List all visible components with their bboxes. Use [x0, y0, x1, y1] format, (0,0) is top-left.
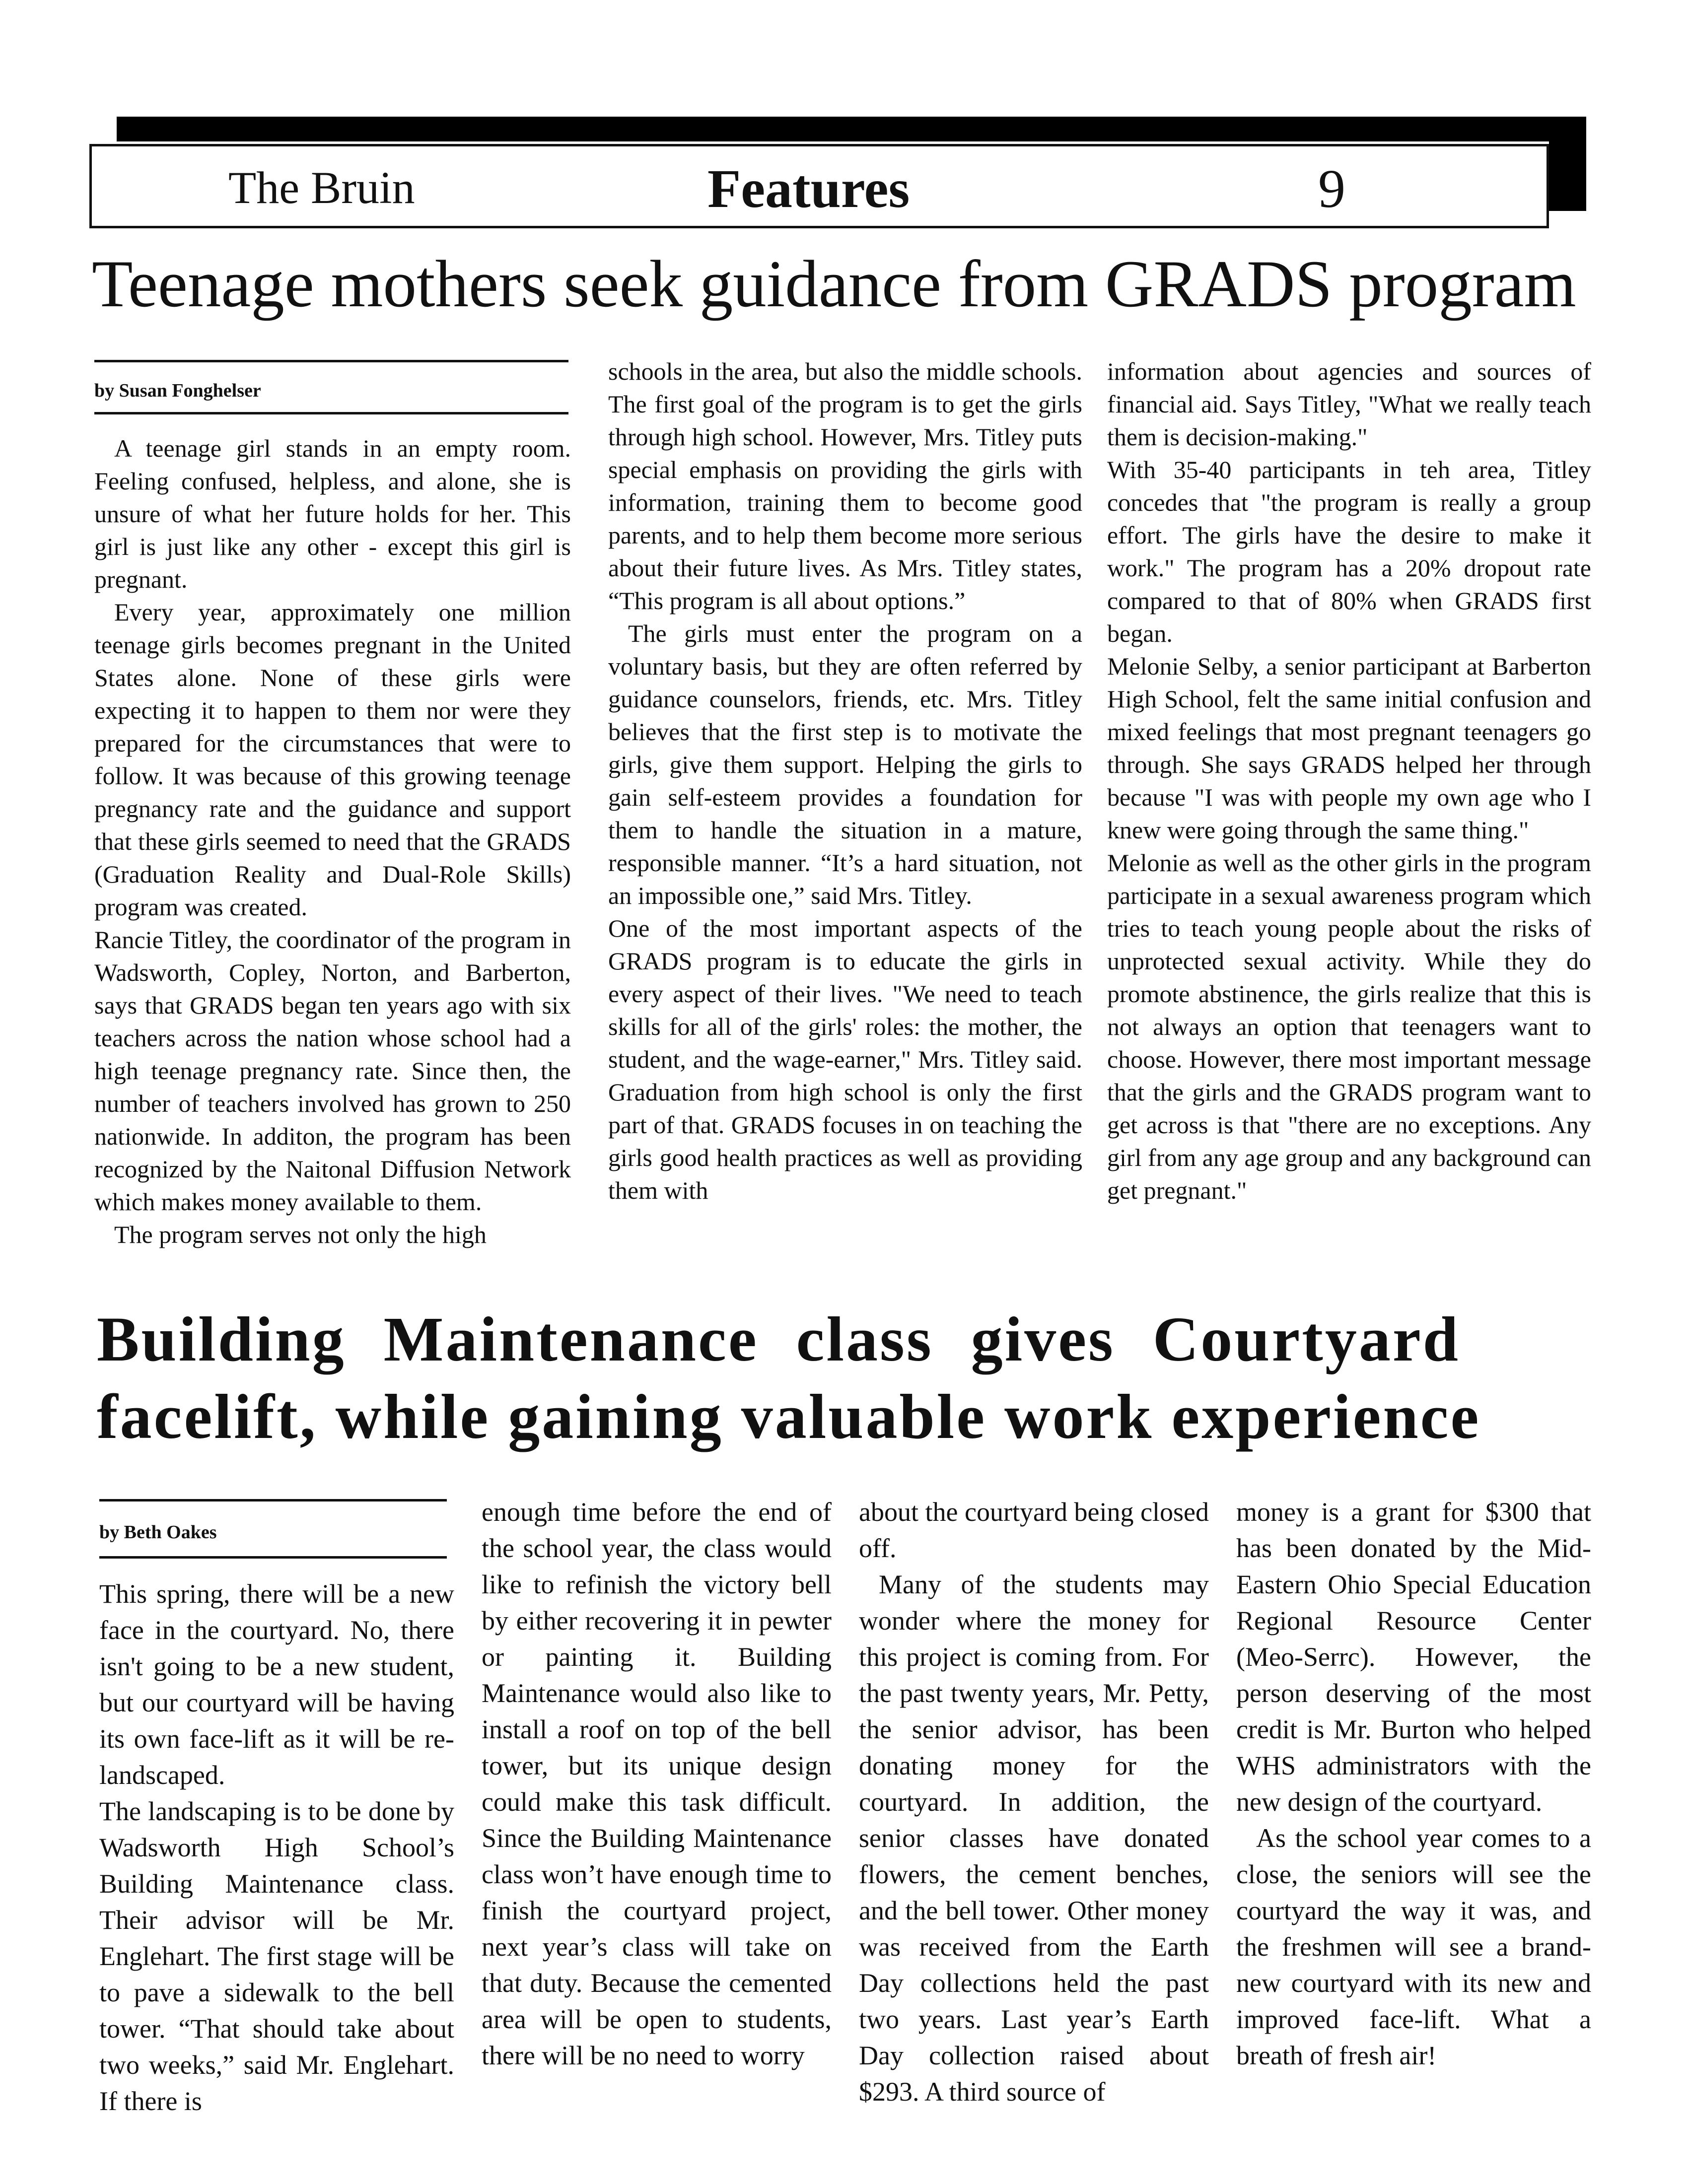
paragraph: Rancie Titley, the coordinator of the program in Wadsworth, Copley, Norton, and Barberton, says that GRADS began ten years ago with six teachers across the nation whose school had a high teenage pregnancy rate. Since then, the number of teachers involved has grown to 250 nationwide. In additon, the program has been recognized by the Naitonal Diffusion Network which makes money available to them. — [94, 926, 571, 1216]
paragraph: Melonie as well as the other girls in the program participate in a sexual awareness program which tries to teach young people about the risks of unprotected sexual activity. While they do promote abstinence, the girls realize that this is not always an option that teenagers want to choose. However, there most important message that the girls and the GRADS program want to get across is that "there are no exceptions. Any girl from any age group and any background can get pregnant." — [1107, 849, 1591, 1204]
paragraph: Every year, approximately one million teenage girls becomes pregnant in the United States alone. None of these girls were expecting it to happen to them nor were they prepared for the circumstances that were to follow. It was because of this growing teenage pregnancy rate and the guidance and support that these girls seemed to need that the GRADS (Graduation Reality and Dual-Role Skills) program was created. — [94, 598, 571, 921]
paragraph: With 35-40 participants in teh area, Titley concedes that "the program is really a group effort. The girls have the desire to make it work." The program has a 20% dropout rate compared to that of 80% when GRADS first began. — [1107, 456, 1591, 647]
paragraph: A teenage girl stands in an empty room. Feeling confused, helpless, and alone, she is unsure of what her future holds for her. This girl is just like any other - except this girl is pregnant. — [94, 434, 571, 593]
article1-column-3 — [1107, 355, 1591, 1207]
article2-headline — [97, 1300, 1586, 1455]
paragraph: information about agencies and sources of financial aid. Says Titley, "What we really teach them is decision-making." — [1107, 357, 1591, 451]
article1-column-1 — [94, 432, 571, 1251]
masthead — [89, 144, 1549, 228]
article2-byline: by Beth Oakes — [99, 1522, 217, 1543]
paragraph: money is a grant for $300 that has been donated by the Mid-Eastern Ohio Special Education Regional Resource Center (Meo-Serrc). However, the person deserving of the most credit is Mr. Burton who helped WHS administrators with the new design of the courtyard. — [1236, 1497, 1591, 1817]
paragraph: The landscaping is to be done by Wadsworth High School’s Building Maintenance class. Their advisor will be Mr. Englehart. The first stage will be to pave a sidewalk to the bell tower. “That should take about two weeks,” said Mr. Englehart. If there is — [99, 1796, 454, 2116]
paragraph: enough time before the end of the school year, the class would like to refinish the victory bell by either recovering it in pewter or painting it. Building Maintenance would also like to install a roof on top of the bell tower, but its unique design could make this task difficult. Since the Building Maintenance class won’t have enough time to finish the courtyard project, next year’s class will take on that duty. Because the cemented area will be open to students, there will be no need to worry — [482, 1497, 832, 2070]
article2-byline-rule-top — [99, 1499, 447, 1502]
article2-column-1 — [99, 1576, 454, 2119]
article1-byline: by Susan Fonghelser — [94, 380, 261, 401]
article1-headline: Teenage mothers seek guidance from GRADS program — [92, 247, 1576, 321]
article2-column-2 — [482, 1494, 832, 2074]
paragraph: The program serves not only the high — [114, 1221, 487, 1248]
article1-column-2 — [608, 355, 1082, 1207]
page-number: 9 — [1318, 158, 1345, 219]
paragraph: As the school year comes to a close, the seniors will see the courtyard the way it was, and the freshmen will see a brand-new courtyard with its new and improved face-lift. What a breath of fresh air! — [1236, 1823, 1591, 2070]
paragraph: about the courtyard being closed off. — [859, 1497, 1209, 1563]
paragraph: The girls must enter the program on a voluntary basis, but they are often referred by guidance counselors, friends, etc. Mrs. Titley believes that the first step is to motivate the girls, give them support. Helping the girls to gain self-esteem provides a foundation for them to handle the situation in a mature, responsible manner. “It’s a hard situation, not an impossible one,” said Mrs. Titley. — [608, 619, 1082, 909]
article1-byline-rule-top — [94, 360, 568, 362]
paragraph: Melonie Selby, a senior participant at Barberton High School, felt the same initial confusion and mixed feelings that most pregnant teenagers go through. She says GRADS helped her through because "I was with people my own age who I knew were going through the same thing." — [1107, 652, 1591, 844]
paragraph: Many of the students may wonder where the money for this project is coming from. For the past twenty years, Mr. Petty, the senior advisor, has been donating money for the courtyard. In addition, the senior classes have donated flowers, the cement benches, and the bell tower. Other money was received from the Earth Day collections held the past two years. Last year’s Earth Day collection raised about $293. A third source of — [859, 1570, 1209, 2107]
paragraph: schools in the area, but also the middle schools. The first goal of the program is to get the girls through high school. However, Mrs. Titley puts special emphasis on providing the girls with information, training them to become good parents, and to help them become more serious about their future lives. As Mrs. Titley states, “This program is all about options.” — [608, 357, 1082, 614]
masthead-shadow-bar — [1549, 117, 1586, 211]
article2-column-3 — [859, 1494, 1209, 2110]
paper-name: The Bruin — [228, 162, 415, 213]
paragraph: This spring, there will be a new face in the courtyard. No, there isn't going to be a new student, but our courtyard will be having its own face-lift as it will be re-landscaped. — [99, 1579, 454, 1790]
article1-byline-rule-bottom — [94, 412, 568, 414]
paragraph: One of the most important aspects of the GRADS program is to educate the girls in every aspect of their lives. "We need to teach skills for all of the girls' roles: the mother, the student, and the wage-earner," Mrs. Titley said. Graduation from high school is only the first part of that. GRADS focuses in on teaching the girls good health practices as well as providing them with — [608, 914, 1082, 1204]
article2-headline-line-2: facelift, while gaining valuable work experience — [97, 1381, 1481, 1452]
section-title: Features — [707, 158, 910, 219]
masthead-top-bar — [117, 117, 1586, 141]
article2-column-4 — [1236, 1494, 1591, 2074]
article2-byline-rule-bottom — [99, 1556, 447, 1559]
article2-headline-line-1: Building Maintenance class gives Courtyard — [97, 1304, 1460, 1374]
